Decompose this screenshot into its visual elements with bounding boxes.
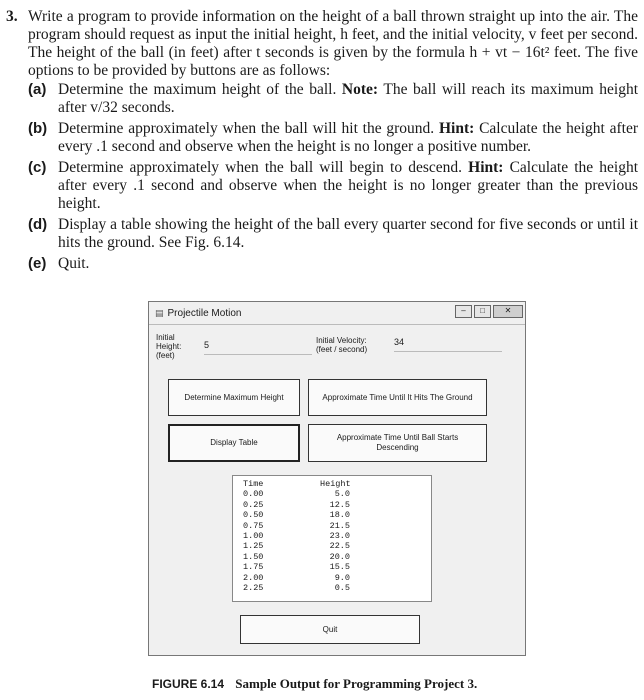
time-cell: 2.25 bbox=[243, 582, 264, 593]
height-cell: 23.0 bbox=[329, 530, 350, 541]
figure-number: FIGURE 6.14 bbox=[152, 677, 225, 691]
option-hint-label: Hint: bbox=[438, 120, 475, 137]
time-hits-ground-button[interactable]: Approximate Time Until It Hits The Ground bbox=[308, 379, 487, 416]
projectile-motion-window bbox=[148, 301, 526, 656]
time-cell: 0.50 bbox=[243, 510, 264, 521]
time-cell: 1.00 bbox=[243, 530, 264, 541]
option-c bbox=[28, 159, 638, 213]
figure-caption bbox=[152, 676, 477, 692]
initial-velocity-input[interactable]: 34 bbox=[394, 337, 502, 352]
height-table-listbox[interactable] bbox=[232, 475, 432, 602]
window-titlebar[interactable] bbox=[149, 302, 525, 325]
height-cell: 15.5 bbox=[329, 562, 350, 573]
option-text: Display a table showing the height of the ball every quarter second for five seconds or until it hits the ground. See Fig. 6.14. bbox=[58, 216, 638, 251]
initial-height-input[interactable]: 5 bbox=[204, 340, 312, 355]
option-label: (a) bbox=[28, 81, 47, 98]
option-label: (b) bbox=[28, 120, 48, 137]
option-hint: Calculate the height after every .1 second and observe when the height is no longer greater than the previous height. bbox=[58, 159, 639, 212]
option-d bbox=[28, 216, 638, 252]
height-cell: 22.5 bbox=[329, 541, 350, 552]
time-header: Time bbox=[243, 479, 264, 489]
initial-velocity-label: Initial Velocity: (feet / second) bbox=[316, 336, 368, 354]
option-a bbox=[28, 81, 638, 117]
option-hint-label: Note: bbox=[341, 81, 379, 98]
minimize-icon[interactable]: – bbox=[455, 305, 472, 318]
height-header: Height bbox=[320, 479, 351, 489]
time-column bbox=[243, 479, 263, 593]
quit-button[interactable]: Quit bbox=[240, 615, 420, 644]
initial-height-label: Initial Height: (feet) bbox=[156, 333, 182, 360]
time-descending-button[interactable]: Approximate Time Until Ball Starts Descending bbox=[308, 424, 487, 462]
option-hint: Calculate the height after every .1 second and observe when the height is no longer a positive number. bbox=[58, 120, 639, 155]
height-cell: 18.0 bbox=[329, 510, 350, 521]
close-icon[interactable]: ✕ bbox=[493, 305, 523, 318]
height-cell: 21.5 bbox=[329, 520, 350, 531]
option-label: (c) bbox=[28, 159, 47, 176]
problem-number: 3. bbox=[6, 8, 18, 25]
time-cell: 0.75 bbox=[243, 520, 264, 531]
problem-statement bbox=[6, 8, 638, 276]
option-hint-label: Hint: bbox=[468, 159, 504, 176]
time-cell: 0.00 bbox=[243, 489, 264, 500]
option-label: (e) bbox=[28, 255, 47, 272]
display-table-button[interactable]: Display Table bbox=[168, 424, 300, 462]
max-height-button[interactable]: Determine Maximum Height bbox=[168, 379, 300, 416]
time-cell: 2.00 bbox=[243, 572, 264, 583]
time-cell: 1.50 bbox=[243, 551, 264, 562]
option-b bbox=[28, 120, 638, 156]
option-e bbox=[28, 255, 638, 273]
caption-text: Sample Output for Programming Project 3. bbox=[235, 676, 478, 691]
height-column bbox=[320, 479, 350, 593]
maximize-icon[interactable]: □ bbox=[474, 305, 491, 318]
height-cell: 20.0 bbox=[329, 551, 350, 562]
app-icon: ▤ bbox=[155, 307, 164, 318]
option-text: Determine approximately when the ball will begin to descend. bbox=[58, 159, 463, 176]
time-cell: 1.75 bbox=[243, 562, 264, 573]
height-cell: 5.0 bbox=[334, 489, 350, 500]
option-label: (d) bbox=[28, 216, 48, 233]
options-list bbox=[28, 81, 638, 273]
window-title: Projectile Motion bbox=[167, 307, 242, 319]
time-cell: 1.25 bbox=[243, 541, 264, 552]
height-cell: 0.5 bbox=[334, 582, 350, 593]
height-cell: 12.5 bbox=[329, 499, 350, 510]
option-text: Determine approximately when the ball will hit the ground. bbox=[58, 120, 435, 137]
problem-intro: Write a program to provide information on the height of a ball thrown straight up into the air. The program should request as input the initial height, h feet, and the initial velocity, v feet per second. The height of the ball (in feet) after t seconds is given by the formula h + vt − 16t² feet. The five options to be provided by buttons are as follows: bbox=[28, 8, 638, 79]
time-cell: 0.25 bbox=[243, 499, 264, 510]
height-cell: 9.0 bbox=[334, 572, 350, 583]
option-text: Determine the maximum height of the ball. bbox=[58, 81, 337, 98]
option-text: Quit. bbox=[58, 255, 90, 272]
option-hint: The ball will reach its maximum height after v/32 seconds. bbox=[58, 81, 639, 116]
